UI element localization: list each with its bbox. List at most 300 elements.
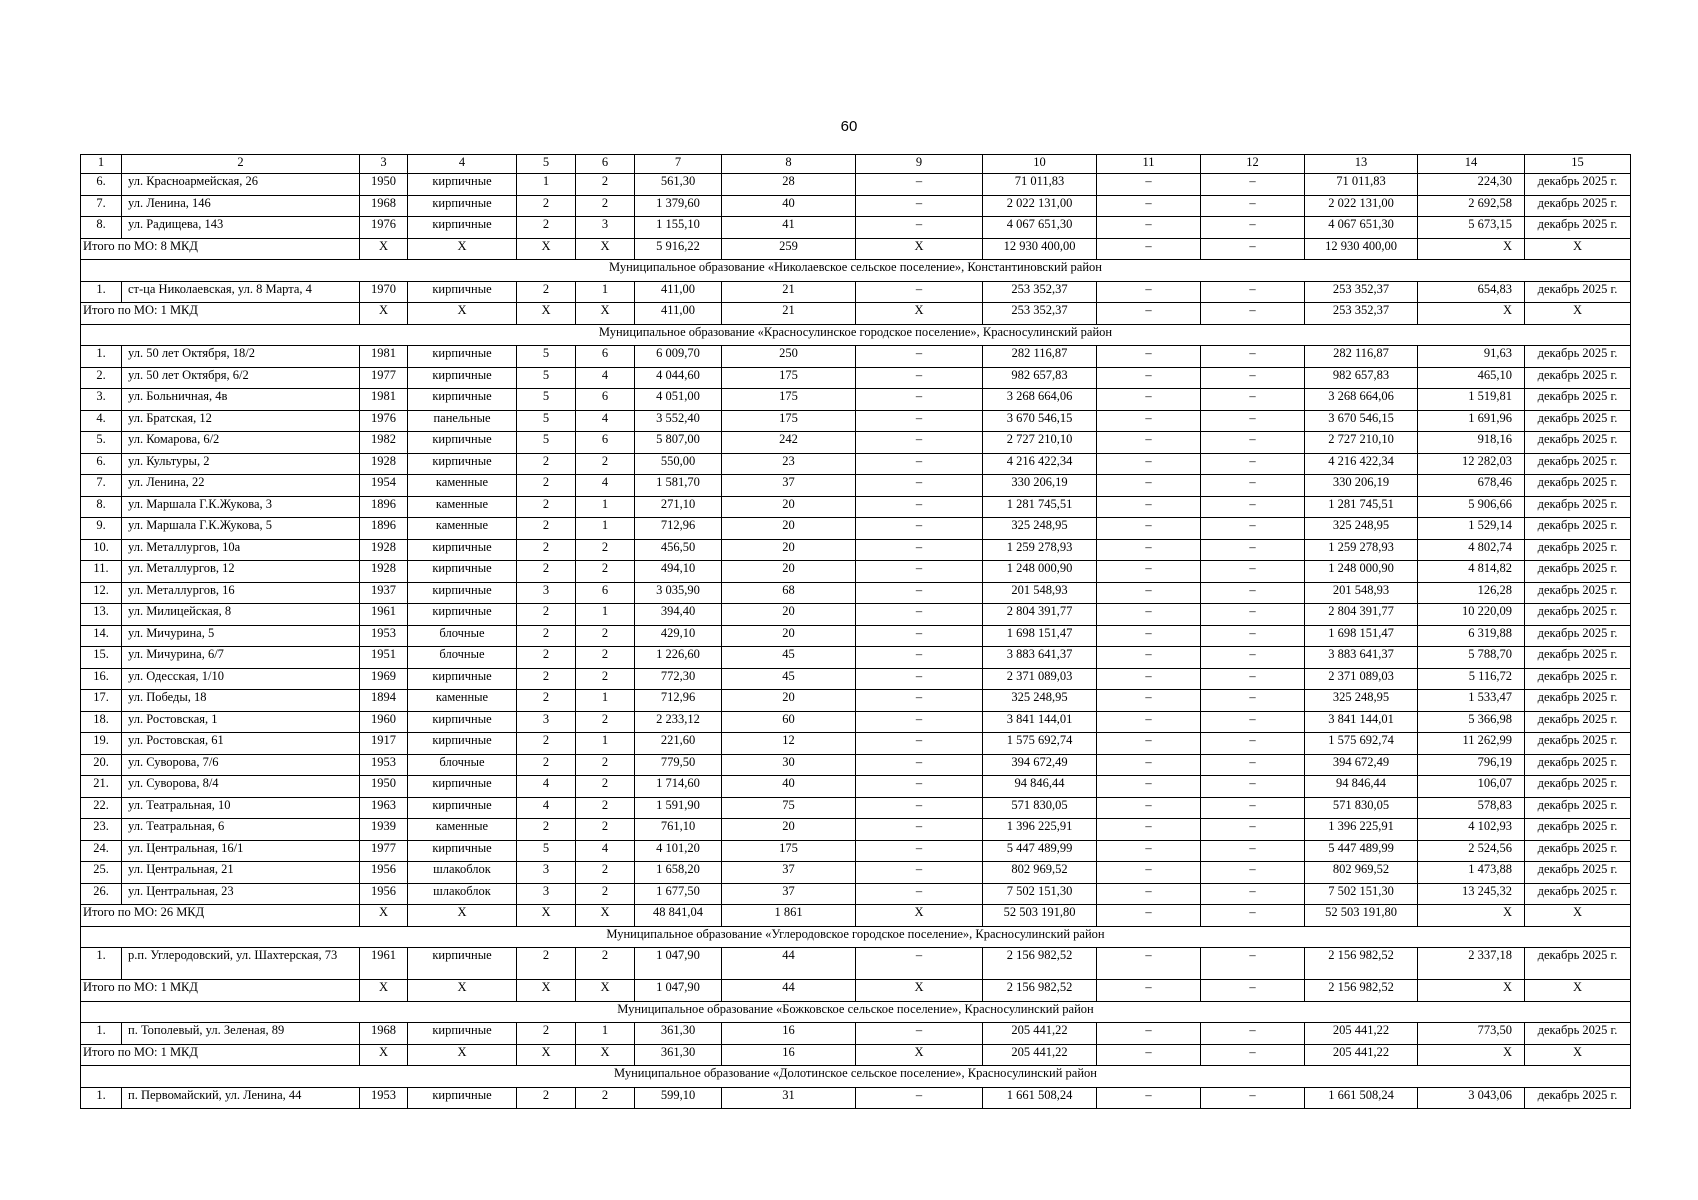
table-cell: 23 — [722, 453, 856, 475]
table-cell: – — [1201, 862, 1305, 884]
table-cell: 1 575 692,74 — [983, 733, 1097, 755]
table-cell: 12 — [722, 733, 856, 755]
table-cell: 10 220,09 — [1418, 604, 1525, 626]
table-cell: 4 044,60 — [635, 367, 722, 389]
table-cell: – — [856, 432, 983, 454]
table-cell: 175 — [722, 410, 856, 432]
total-cell: – — [1097, 905, 1201, 927]
column-number-cell: 6 — [576, 155, 635, 174]
building-row — [81, 389, 1631, 411]
table-cell: декабрь 2025 г. — [1525, 281, 1631, 303]
table-cell: 1953 — [360, 1087, 408, 1109]
building-row — [81, 690, 1631, 712]
table-cell: кирпичные — [408, 948, 517, 980]
table-cell: 3 841 144,01 — [1305, 711, 1418, 733]
table-cell: каменные — [408, 819, 517, 841]
table-cell: 5 — [517, 432, 576, 454]
table-cell: 271,10 — [635, 496, 722, 518]
total-label: Итого по МО: 1 МКД — [81, 1044, 360, 1066]
table-cell: – — [856, 840, 983, 862]
building-row — [81, 862, 1631, 884]
table-cell: 1 248 000,90 — [1305, 561, 1418, 583]
table-cell: 2. — [81, 367, 122, 389]
total-cell: 16 — [722, 1044, 856, 1066]
total-label: Итого по МО: 8 МКД — [81, 238, 360, 260]
total-cell: 1 861 — [722, 905, 856, 927]
table-cell: 2 — [517, 604, 576, 626]
table-cell: 325 248,95 — [983, 518, 1097, 540]
table-cell: кирпичные — [408, 281, 517, 303]
building-row — [81, 539, 1631, 561]
table-cell: 282 116,87 — [983, 346, 1097, 368]
table-cell: 3 — [517, 711, 576, 733]
table-cell: 2 — [517, 561, 576, 583]
table-cell: 1 581,70 — [635, 475, 722, 497]
table-cell: – — [856, 948, 983, 980]
column-number-cell: 11 — [1097, 155, 1201, 174]
table-cell: 94 846,44 — [1305, 776, 1418, 798]
table-cell: 361,30 — [635, 1023, 722, 1045]
table-cell: 2 — [517, 690, 576, 712]
table-cell: – — [1097, 281, 1201, 303]
building-address-cell: ул. Центральная, 16/1 — [122, 840, 360, 862]
table-cell: – — [1201, 948, 1305, 980]
table-cell: 1 — [576, 1023, 635, 1045]
table-cell: 68 — [722, 582, 856, 604]
table-cell: декабрь 2025 г. — [1525, 840, 1631, 862]
table-cell: 1896 — [360, 518, 408, 540]
table-cell: 1 259 278,93 — [1305, 539, 1418, 561]
building-address-cell: п. Первомайский, ул. Ленина, 44 — [122, 1087, 360, 1109]
table-cell: декабрь 2025 г. — [1525, 733, 1631, 755]
total-cell: 259 — [722, 238, 856, 260]
table-cell: 6 — [576, 582, 635, 604]
table-cell: 429,10 — [635, 625, 722, 647]
table-cell: 19. — [81, 733, 122, 755]
table-cell: 9. — [81, 518, 122, 540]
table-cell: – — [1097, 174, 1201, 196]
table-cell: 75 — [722, 797, 856, 819]
table-cell: шлакоблок — [408, 883, 517, 905]
table-cell: 1 529,14 — [1418, 518, 1525, 540]
table-cell: 5. — [81, 432, 122, 454]
column-number-cell: 13 — [1305, 155, 1418, 174]
table-cell: 2 337,18 — [1418, 948, 1525, 980]
table-cell: 2 — [576, 195, 635, 217]
table-cell: 1953 — [360, 754, 408, 776]
table-cell: декабрь 2025 г. — [1525, 625, 1631, 647]
total-cell: X — [408, 303, 517, 325]
table-cell: 2 371 089,03 — [1305, 668, 1418, 690]
table-cell: 394 672,49 — [1305, 754, 1418, 776]
table-cell: 282 116,87 — [1305, 346, 1418, 368]
table-cell: 678,46 — [1418, 475, 1525, 497]
table-cell: – — [1201, 453, 1305, 475]
table-cell: 250 — [722, 346, 856, 368]
table-cell: 8. — [81, 496, 122, 518]
table-cell: 4 — [517, 797, 576, 819]
table-cell: 2 — [517, 733, 576, 755]
building-address-cell: ул. Театральная, 10 — [122, 797, 360, 819]
table-cell: 60 — [722, 711, 856, 733]
table-cell: – — [1201, 346, 1305, 368]
table-cell: 2 — [517, 539, 576, 561]
table-cell: 2 — [576, 819, 635, 841]
table-cell: 18. — [81, 711, 122, 733]
table-cell: 394 672,49 — [983, 754, 1097, 776]
table-cell: 26. — [81, 883, 122, 905]
total-cell: X — [1418, 905, 1525, 927]
table-cell: – — [856, 539, 983, 561]
table-cell: 10. — [81, 539, 122, 561]
table-cell: кирпичные — [408, 346, 517, 368]
table-cell: – — [1097, 453, 1201, 475]
table-cell: 1 591,90 — [635, 797, 722, 819]
column-number-cell: 12 — [1201, 155, 1305, 174]
table-cell: 2 — [576, 453, 635, 475]
table-cell: – — [856, 389, 983, 411]
table-cell: 1937 — [360, 582, 408, 604]
table-cell: 2 — [517, 647, 576, 669]
total-cell: X — [1418, 980, 1525, 1002]
building-row — [81, 711, 1631, 733]
building-row — [81, 819, 1631, 841]
building-address-cell: ул. Одесская, 1/10 — [122, 668, 360, 690]
table-cell: – — [1201, 367, 1305, 389]
table-cell: 2 — [517, 518, 576, 540]
total-cell: 205 441,22 — [983, 1044, 1097, 1066]
table-cell: 175 — [722, 840, 856, 862]
table-cell: – — [856, 776, 983, 798]
column-number-cell: 10 — [983, 155, 1097, 174]
table-cell: кирпичные — [408, 217, 517, 239]
table-cell: 3 035,90 — [635, 582, 722, 604]
building-row — [81, 1087, 1631, 1109]
table-cell: 2 692,58 — [1418, 195, 1525, 217]
table-cell: 3 670 546,15 — [983, 410, 1097, 432]
building-row — [81, 561, 1631, 583]
building-address-cell: ул. Металлургов, 12 — [122, 561, 360, 583]
table-cell: декабрь 2025 г. — [1525, 217, 1631, 239]
building-row — [81, 174, 1631, 196]
total-cell: 205 441,22 — [1305, 1044, 1418, 1066]
total-label: Итого по МО: 1 МКД — [81, 980, 360, 1002]
table-cell: 2 156 982,52 — [983, 948, 1097, 980]
table-cell: 1 677,50 — [635, 883, 722, 905]
table-cell: 1928 — [360, 539, 408, 561]
table-cell: 44 — [722, 948, 856, 980]
table-cell: – — [856, 733, 983, 755]
table-cell: 221,60 — [635, 733, 722, 755]
table-cell: 2 727 210,10 — [983, 432, 1097, 454]
table-cell: 20. — [81, 754, 122, 776]
table-cell: кирпичные — [408, 389, 517, 411]
table-cell: – — [1201, 561, 1305, 583]
table-cell: – — [1201, 582, 1305, 604]
total-cell: X — [576, 238, 635, 260]
table-cell: 3 552,40 — [635, 410, 722, 432]
table-cell: 2 — [576, 625, 635, 647]
table-cell: 4. — [81, 410, 122, 432]
table-cell: 2 — [576, 776, 635, 798]
table-cell: 1939 — [360, 819, 408, 841]
table-cell: – — [1097, 496, 1201, 518]
table-cell: 1 519,81 — [1418, 389, 1525, 411]
table-cell: декабрь 2025 г. — [1525, 776, 1631, 798]
municipality-section-row — [81, 260, 1631, 282]
building-address-cell: ул. Победы, 18 — [122, 690, 360, 712]
table-cell: 7. — [81, 475, 122, 497]
column-number-row — [81, 155, 1631, 174]
table-cell: – — [1201, 475, 1305, 497]
total-cell: 48 841,04 — [635, 905, 722, 927]
building-row — [81, 195, 1631, 217]
column-number-cell: 1 — [81, 155, 122, 174]
table-cell: 5 366,98 — [1418, 711, 1525, 733]
table-cell: 1 396 225,91 — [1305, 819, 1418, 841]
table-cell: – — [1097, 410, 1201, 432]
table-cell: 11. — [81, 561, 122, 583]
table-cell: 28 — [722, 174, 856, 196]
table-cell: 4 814,82 — [1418, 561, 1525, 583]
table-cell: 2 727 210,10 — [1305, 432, 1418, 454]
total-cell: 21 — [722, 303, 856, 325]
total-cell: – — [1201, 980, 1305, 1002]
table-cell: кирпичные — [408, 561, 517, 583]
table-cell: кирпичные — [408, 711, 517, 733]
table-cell: – — [856, 1087, 983, 1109]
table-cell: – — [1097, 217, 1201, 239]
housing-register-table — [80, 154, 1631, 1109]
table-cell: 2 — [576, 1087, 635, 1109]
building-row — [81, 281, 1631, 303]
building-address-cell: ул. Металлургов, 16 — [122, 582, 360, 604]
table-cell: 1 714,60 — [635, 776, 722, 798]
table-cell: 2 — [517, 625, 576, 647]
table-cell: 1981 — [360, 389, 408, 411]
table-cell: 37 — [722, 862, 856, 884]
municipality-section-title: Муниципальное образование «Долотинское сельское поселение», Красносулинский район — [81, 1066, 1631, 1088]
table-cell: декабрь 2025 г. — [1525, 496, 1631, 518]
municipality-section-title: Муниципальное образование «Углеродовское городское поселение», Красносулинский район — [81, 926, 1631, 948]
table-cell: – — [856, 1023, 983, 1045]
table-cell: 1970 — [360, 281, 408, 303]
table-cell: – — [1097, 346, 1201, 368]
table-cell: 5 906,66 — [1418, 496, 1525, 518]
building-row — [81, 948, 1631, 980]
table-cell: 4 102,93 — [1418, 819, 1525, 841]
table-cell: – — [856, 346, 983, 368]
table-cell: декабрь 2025 г. — [1525, 539, 1631, 561]
building-row — [81, 453, 1631, 475]
table-cell: – — [1201, 410, 1305, 432]
table-cell: – — [1201, 281, 1305, 303]
table-cell: 494,10 — [635, 561, 722, 583]
total-cell: 253 352,37 — [983, 303, 1097, 325]
table-cell: 37 — [722, 883, 856, 905]
building-address-cell: ул. 50 лет Октября, 6/2 — [122, 367, 360, 389]
table-cell: кирпичные — [408, 840, 517, 862]
total-cell: X — [856, 303, 983, 325]
table-cell: кирпичные — [408, 174, 517, 196]
table-cell: 30 — [722, 754, 856, 776]
column-number-cell: 8 — [722, 155, 856, 174]
table-cell: – — [1201, 840, 1305, 862]
table-cell: 330 206,19 — [983, 475, 1097, 497]
table-cell: кирпичные — [408, 668, 517, 690]
table-cell: 918,16 — [1418, 432, 1525, 454]
table-cell: 2 371 089,03 — [983, 668, 1097, 690]
table-cell: 1 — [576, 518, 635, 540]
total-cell: X — [576, 1044, 635, 1066]
table-cell: 2 — [517, 217, 576, 239]
table-cell: – — [1097, 582, 1201, 604]
building-row — [81, 346, 1631, 368]
table-cell: 13 245,32 — [1418, 883, 1525, 905]
table-cell: 773,50 — [1418, 1023, 1525, 1045]
table-cell: – — [1201, 776, 1305, 798]
table-cell: 5 673,15 — [1418, 217, 1525, 239]
building-row — [81, 668, 1631, 690]
building-row — [81, 475, 1631, 497]
table-cell: декабрь 2025 г. — [1525, 604, 1631, 626]
table-cell: 5 447 489,99 — [1305, 840, 1418, 862]
total-cell: – — [1097, 303, 1201, 325]
table-cell: – — [856, 475, 983, 497]
table-cell: – — [856, 518, 983, 540]
table-cell: – — [1201, 195, 1305, 217]
table-cell: – — [1097, 840, 1201, 862]
table-cell: 330 206,19 — [1305, 475, 1418, 497]
table-cell: 1 698 151,47 — [1305, 625, 1418, 647]
building-row — [81, 754, 1631, 776]
table-cell: декабрь 2025 г. — [1525, 754, 1631, 776]
table-cell: 2 — [576, 862, 635, 884]
table-cell: 12. — [81, 582, 122, 604]
table-cell: 3 268 664,06 — [983, 389, 1097, 411]
table-cell: 571 830,05 — [1305, 797, 1418, 819]
table-cell: 1982 — [360, 432, 408, 454]
table-cell: – — [1201, 496, 1305, 518]
total-cell: X — [1525, 980, 1631, 1002]
table-cell: декабрь 2025 г. — [1525, 668, 1631, 690]
table-cell: – — [1097, 819, 1201, 841]
table-cell: 4 802,74 — [1418, 539, 1525, 561]
table-cell: 21. — [81, 776, 122, 798]
table-cell: декабрь 2025 г. — [1525, 1023, 1631, 1045]
table-cell: – — [1097, 668, 1201, 690]
table-cell: 1917 — [360, 733, 408, 755]
table-cell: 3 841 144,01 — [983, 711, 1097, 733]
table-cell: 2 — [576, 668, 635, 690]
table-cell: – — [1097, 367, 1201, 389]
table-cell: 796,19 — [1418, 754, 1525, 776]
table-cell: – — [856, 647, 983, 669]
municipality-section-row — [81, 1001, 1631, 1023]
table-cell: декабрь 2025 г. — [1525, 690, 1631, 712]
table-cell: 6 — [576, 346, 635, 368]
table-cell: 45 — [722, 668, 856, 690]
table-cell: 1 533,47 — [1418, 690, 1525, 712]
total-cell: X — [856, 238, 983, 260]
table-cell: 1 691,96 — [1418, 410, 1525, 432]
table-cell: 20 — [722, 518, 856, 540]
table-cell: – — [1201, 625, 1305, 647]
table-cell: – — [1097, 862, 1201, 884]
building-row — [81, 883, 1631, 905]
table-cell: – — [856, 217, 983, 239]
table-cell: – — [856, 367, 983, 389]
total-cell: 12 930 400,00 — [983, 238, 1097, 260]
table-cell: 599,10 — [635, 1087, 722, 1109]
table-cell: 1961 — [360, 604, 408, 626]
table-cell: декабрь 2025 г. — [1525, 1087, 1631, 1109]
total-cell: 253 352,37 — [1305, 303, 1418, 325]
table-cell: 6 009,70 — [635, 346, 722, 368]
table-cell: 2 022 131,00 — [1305, 195, 1418, 217]
total-cell: X — [856, 980, 983, 1002]
table-cell: 802 969,52 — [983, 862, 1097, 884]
building-row — [81, 367, 1631, 389]
table-cell: 253 352,37 — [983, 281, 1097, 303]
building-address-cell: ул. Центральная, 21 — [122, 862, 360, 884]
table-cell: 2 804 391,77 — [1305, 604, 1418, 626]
table-cell: 7 502 151,30 — [1305, 883, 1418, 905]
total-cell: X — [856, 1044, 983, 1066]
table-body — [81, 155, 1631, 1109]
table-cell: 5 447 489,99 — [983, 840, 1097, 862]
table-cell: 1981 — [360, 346, 408, 368]
table-cell: – — [856, 410, 983, 432]
table-cell: 2 — [576, 647, 635, 669]
municipality-section-row — [81, 926, 1631, 948]
table-cell: 4 067 651,30 — [983, 217, 1097, 239]
table-cell: 175 — [722, 367, 856, 389]
table-cell: 1 661 508,24 — [983, 1087, 1097, 1109]
total-cell: – — [1201, 1044, 1305, 1066]
building-address-cell: ул. Радищева, 143 — [122, 217, 360, 239]
total-cell: X — [1418, 1044, 1525, 1066]
table-cell: 4 — [517, 776, 576, 798]
building-address-cell: р.п. Углеродовский, ул. Шахтерская, 73 — [122, 948, 360, 980]
table-cell: – — [1201, 1023, 1305, 1045]
table-cell: – — [856, 453, 983, 475]
table-cell: 31 — [722, 1087, 856, 1109]
building-address-cell: ул. Центральная, 23 — [122, 883, 360, 905]
table-cell: – — [1201, 432, 1305, 454]
table-cell: – — [1097, 604, 1201, 626]
table-cell: – — [856, 195, 983, 217]
table-cell: блочные — [408, 625, 517, 647]
building-row — [81, 410, 1631, 432]
table-cell: 12 282,03 — [1418, 453, 1525, 475]
table-cell: 23. — [81, 819, 122, 841]
table-cell: 4 — [576, 840, 635, 862]
table-cell: 16 — [722, 1023, 856, 1045]
table-cell: 17. — [81, 690, 122, 712]
table-cell: 1 379,60 — [635, 195, 722, 217]
table-cell: 3 — [576, 217, 635, 239]
total-cell: X — [408, 980, 517, 1002]
municipality-section-title: Муниципальное образование «Николаевское сельское поселение», Константиновский район — [81, 260, 1631, 282]
table-cell: каменные — [408, 496, 517, 518]
table-cell: – — [856, 561, 983, 583]
table-cell: 1950 — [360, 174, 408, 196]
table-cell: декабрь 2025 г. — [1525, 475, 1631, 497]
table-cell: 3 670 546,15 — [1305, 410, 1418, 432]
table-cell: 779,50 — [635, 754, 722, 776]
total-cell: 5 916,22 — [635, 238, 722, 260]
